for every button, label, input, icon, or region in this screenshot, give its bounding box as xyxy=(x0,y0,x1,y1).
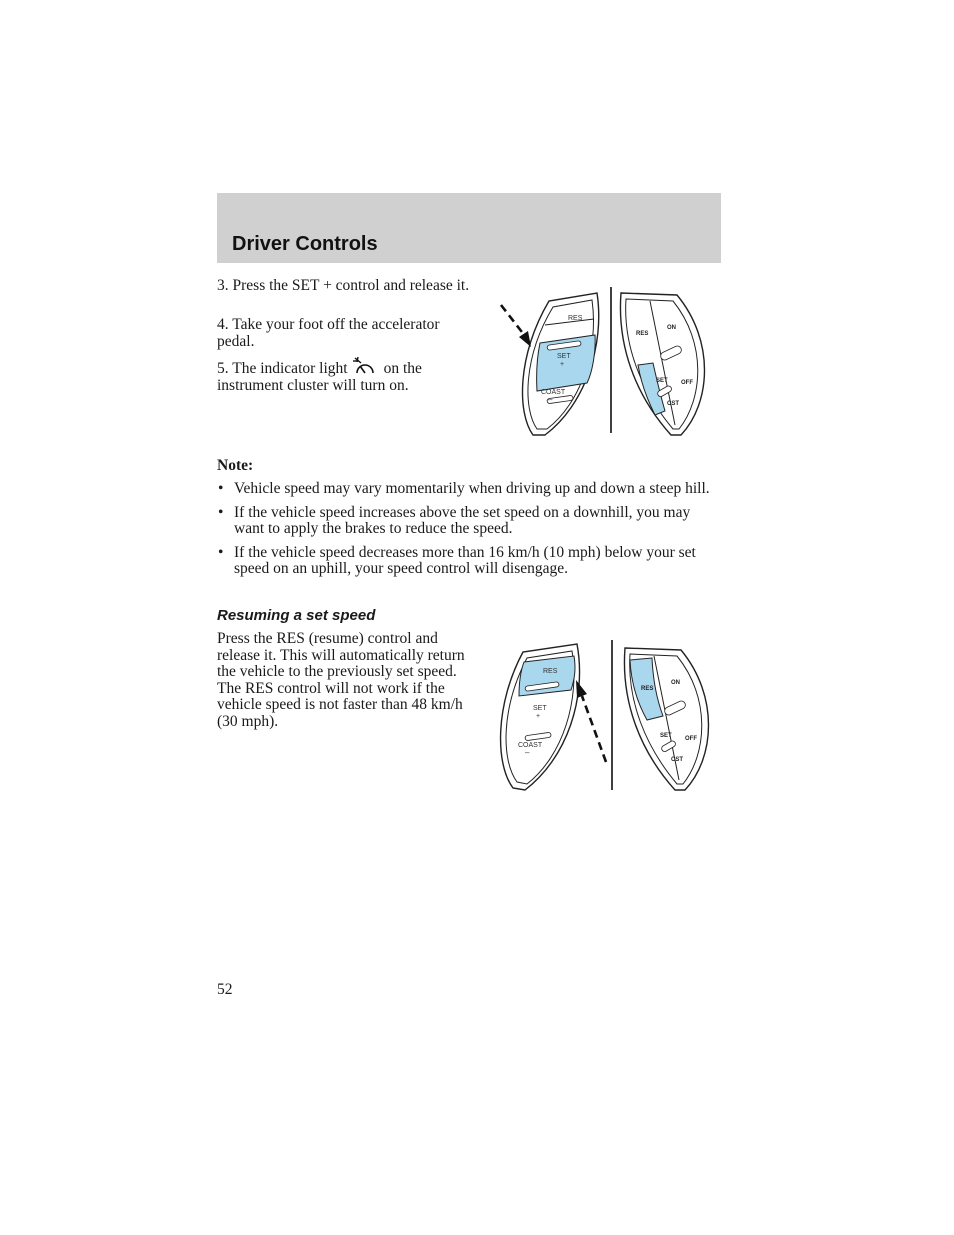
resume-heading: Resuming a set speed xyxy=(217,607,376,624)
list-item: • If the vehicle speed decreases more than 16 km/h (10 mph) below your set speed on an uphill, your speed control will disengage. xyxy=(218,543,696,577)
step-3: 3. Press the SET + control and release it. xyxy=(217,277,470,294)
bullet: • xyxy=(218,543,224,561)
cst-label: CST xyxy=(667,401,679,407)
on-label-2: ON xyxy=(671,680,680,686)
set-label: SET xyxy=(557,353,571,360)
minus-label-2: – xyxy=(525,748,530,757)
res-label: RES xyxy=(568,315,583,322)
steering-control-right-2 xyxy=(624,648,708,790)
plus-label: + xyxy=(560,361,565,368)
note-list xyxy=(217,481,717,585)
step-4: 4. Take your foot off the accelerator pedal. xyxy=(217,316,440,350)
coast-label: COAST xyxy=(541,389,566,396)
figure-res-control xyxy=(495,638,720,794)
off-label-2: OFF xyxy=(685,736,697,742)
steering-control-left-2 xyxy=(501,644,580,790)
plus-label-2: + xyxy=(536,713,541,720)
bullet: • xyxy=(218,503,224,521)
list-item: • If the vehicle speed increases above the set speed on a downhill, you may want to apply the brakes to reduce the speed. xyxy=(218,503,691,537)
res-label-2: RES xyxy=(543,668,558,675)
minus-label: – xyxy=(548,395,553,404)
page-number: 52 xyxy=(217,981,233,998)
speed-control-indicator-icon xyxy=(352,357,378,377)
steering-control-right xyxy=(620,293,704,435)
on-label: ON xyxy=(667,325,676,331)
section-header xyxy=(217,193,721,263)
resume-paragraph: Press the RES (resume) control and release it. This will automatically return the vehicle to the previously set speed. The RES control will not work if the vehicle speed is not faster than 48 km/h (30 mph). xyxy=(217,630,465,730)
res-label-right: RES xyxy=(636,331,649,337)
pointer-arrow-icon xyxy=(576,680,606,762)
coast-label-2: COAST xyxy=(518,742,543,749)
pointer-arrow-icon xyxy=(501,305,531,347)
figure-set-control xyxy=(495,285,720,437)
note-label: Note: xyxy=(217,457,254,474)
set-label-right-2: SET xyxy=(660,733,672,739)
res-label-right-2: RES xyxy=(641,686,654,692)
cst-label-2: CST xyxy=(671,757,683,763)
bullet: • xyxy=(218,480,224,497)
steering-control-left xyxy=(522,293,598,435)
step-5-before: 5. The indicator light xyxy=(217,360,348,377)
step-5 xyxy=(217,357,477,394)
set-label-2: SET xyxy=(533,705,547,712)
list-item: • Vehicle speed may vary momentarily when driving up and down a steep hill. xyxy=(218,480,710,497)
section-title: Driver Controls xyxy=(232,233,378,255)
step-5-after: on the instrument cluster will turn on. xyxy=(217,360,422,394)
set-label-right: SET xyxy=(656,378,668,384)
off-label: OFF xyxy=(681,380,693,386)
